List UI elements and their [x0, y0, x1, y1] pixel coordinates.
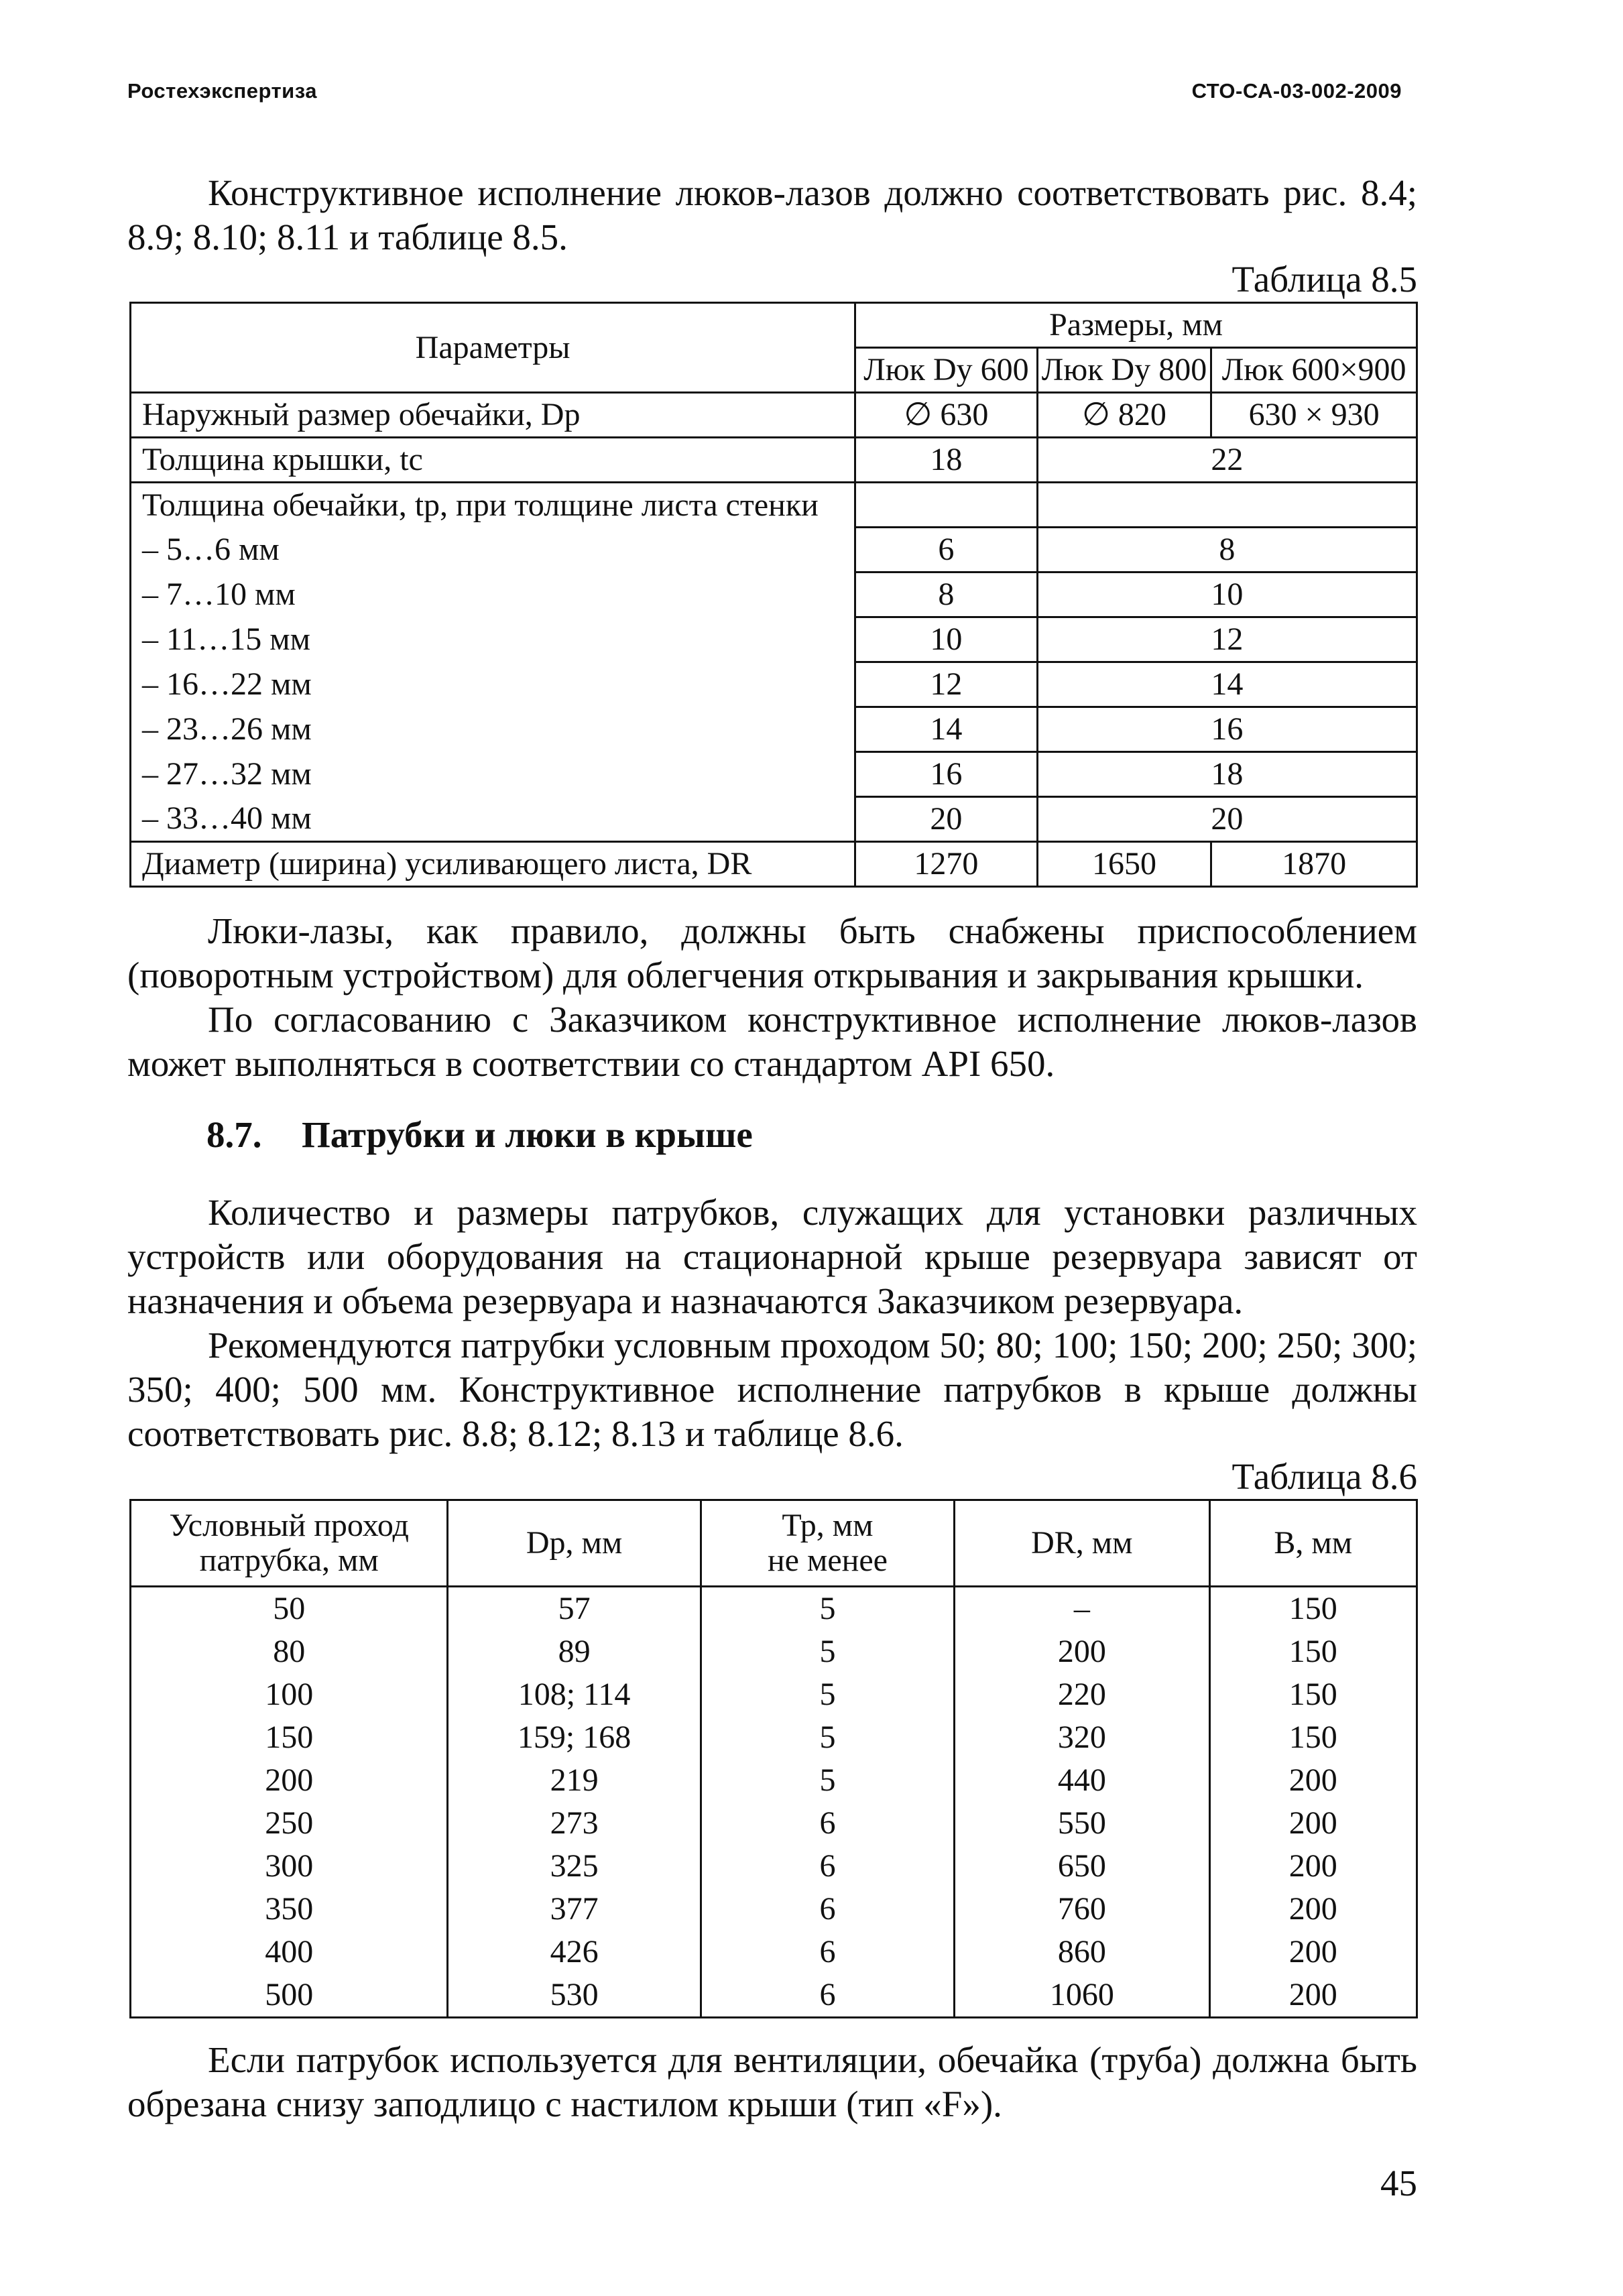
cell: 200: [1209, 1974, 1417, 2018]
cell: ∅ 630: [855, 393, 1038, 438]
cell: 200: [131, 1759, 448, 1802]
page-number: 45: [1380, 2163, 1417, 2203]
paragraph-nozzle-quantity: Количество и размеры патрубков, служащих для установки различных устройств или оборудования на стационарной крыше резервуара зависят от назначения и объема резервуара и назначаются Заказчиком резервуара.: [127, 1192, 1417, 1321]
paragraph-ventilation: Если патрубок используется для вентиляции, обечайка (труба) должна быть обрезана снизу заподлицо с настилом крыши (тип «F»).: [127, 2039, 1417, 2124]
cell: 320: [955, 1716, 1209, 1759]
cell: 8: [1037, 528, 1417, 572]
row-label: – 16…22 мм: [131, 662, 855, 707]
table-row: [131, 1673, 1417, 1716]
cell: 20: [855, 797, 1038, 842]
cell: 10: [1037, 572, 1417, 617]
cell: 6: [701, 1974, 954, 2018]
cell: 200: [1209, 1888, 1417, 1931]
cell: 6: [855, 528, 1038, 572]
cell: 300: [131, 1845, 448, 1888]
header-b: В, мм: [1209, 1500, 1417, 1587]
cell: 219: [448, 1759, 701, 1802]
table-row: [131, 1888, 1417, 1931]
cell: 5: [701, 1673, 954, 1716]
table-row: [131, 1587, 1417, 1631]
cell: 150: [131, 1716, 448, 1759]
cell: 150: [1209, 1716, 1417, 1759]
cell: 5: [701, 1587, 954, 1631]
row-label: – 5…6 мм: [131, 528, 855, 572]
header-nominal-bore: Условный проход патрубка, мм: [131, 1500, 448, 1587]
cell: 1650: [1037, 842, 1211, 887]
row-label: – 7…10 мм: [131, 572, 855, 617]
cell: 860: [955, 1931, 1209, 1974]
cell: 250: [131, 1802, 448, 1845]
cell: 150: [1209, 1587, 1417, 1631]
section-heading: [206, 1113, 753, 1157]
table-row: [131, 662, 1417, 707]
cell: 760: [955, 1888, 1209, 1931]
cell: 100: [131, 1673, 448, 1716]
table-row: [131, 1974, 1417, 2018]
header-sizes: Размеры, мм: [855, 303, 1417, 348]
cell: ∅ 820: [1037, 393, 1211, 438]
cell: 200: [1209, 1802, 1417, 1845]
cell: 1270: [855, 842, 1038, 887]
cell: 159; 168: [448, 1716, 701, 1759]
section-number: 8.7.: [206, 1114, 262, 1155]
table-row: [131, 438, 1417, 483]
cell: 200: [1209, 1845, 1417, 1888]
section-title: Патрубки и люки в крыше: [302, 1114, 753, 1155]
table-row: [131, 797, 1417, 842]
table-8-6: [129, 1499, 1418, 2018]
cell: 6: [701, 1845, 954, 1888]
paragraph-hatch-design: Конструктивное исполнение люков-лазов должно соответствовать рис. 8.4; 8.9; 8.10; 8.11 и таблице 8.5.: [127, 172, 1417, 257]
row-label: Толщина крышки, tс: [131, 438, 855, 483]
cell: 57: [448, 1587, 701, 1631]
header-hatch-600: Люк Dу 600: [855, 348, 1038, 393]
header-hatch-600x900: Люк 600×900: [1211, 348, 1417, 393]
cell: 14: [855, 707, 1038, 752]
header-dp: Dр, мм: [448, 1500, 701, 1587]
cell: 440: [955, 1759, 1209, 1802]
cell: 5: [701, 1630, 954, 1673]
cell: 6: [701, 1802, 954, 1845]
table-row: [131, 1759, 1417, 1802]
table-row: [131, 528, 1417, 572]
cell: 5: [701, 1759, 954, 1802]
header-hatch-800: Люк Dу 800: [1037, 348, 1211, 393]
cell: 200: [1209, 1759, 1417, 1802]
table-row: [131, 572, 1417, 617]
paragraph-hatch-rotation: Люки-лазы, как правило, должны быть снабжены приспособлением (поворотным устройством) для облегчения открывания и закрывания крышки.: [127, 910, 1417, 995]
header-tp: Тр, мм не менее: [701, 1500, 954, 1587]
cell: 16: [1037, 707, 1417, 752]
table-row: [131, 752, 1417, 797]
cell: 650: [955, 1845, 1209, 1888]
cell: 12: [1037, 617, 1417, 662]
cell: 14: [1037, 662, 1417, 707]
cell: 550: [955, 1802, 1209, 1845]
table-row: [131, 617, 1417, 662]
cell: 350: [131, 1888, 448, 1931]
cell: 12: [855, 662, 1038, 707]
row-label: – 11…15 мм: [131, 617, 855, 662]
cell: –: [955, 1587, 1209, 1631]
row-label: – 27…32 мм: [131, 752, 855, 797]
header-organization: Ростехэкспертиза: [127, 79, 317, 103]
cell: [1037, 483, 1417, 528]
paragraph-api-650: По согласованию с Заказчиком конструктивное исполнение люков-лазов может выполняться в соответствии со стандартом API 650.: [127, 999, 1417, 1084]
table-row: [131, 483, 1417, 528]
header-document-code: СТО-СА-03-002-2009: [1191, 79, 1402, 103]
table-row: [131, 1716, 1417, 1759]
table-row: [131, 707, 1417, 752]
cell: 400: [131, 1931, 448, 1974]
cell: 22: [1037, 438, 1417, 483]
cell: 10: [855, 617, 1038, 662]
cell: 150: [1209, 1673, 1417, 1716]
cell: 377: [448, 1888, 701, 1931]
cell: 50: [131, 1587, 448, 1631]
header-parameters: Параметры: [131, 303, 855, 393]
cell: 150: [1209, 1630, 1417, 1673]
cell: 108; 114: [448, 1673, 701, 1716]
cell: 16: [855, 752, 1038, 797]
table-row: [131, 1845, 1417, 1888]
table-row: [131, 1931, 1417, 1974]
table-row: [131, 1802, 1417, 1845]
table-8-5-caption: Таблица 8.5: [1231, 259, 1417, 300]
cell: 630 × 930: [1211, 393, 1417, 438]
cell: 5: [701, 1716, 954, 1759]
cell: 18: [1037, 752, 1417, 797]
cell: 6: [701, 1888, 954, 1931]
paragraph-nozzle-recommend: Рекомендуются патрубки условным проходом 50; 80; 100; 150; 200; 250; 300; 350; 400; 500 мм. Конструктивное исполнение патрубков в крыше должны соответствовать рис. 8.8; 8.12; 8.13 и таблице 8.6.: [127, 1325, 1417, 1454]
cell: 325: [448, 1845, 701, 1888]
cell: 500: [131, 1974, 448, 2018]
table-row: [131, 842, 1417, 887]
row-label: – 33…40 мм: [131, 797, 855, 842]
table-8-6-caption: Таблица 8.6: [1231, 1456, 1417, 1497]
row-label: – 23…26 мм: [131, 707, 855, 752]
cell: 80: [131, 1630, 448, 1673]
row-label: Диаметр (ширина) усиливающего листа, DR: [131, 842, 855, 887]
cell: 6: [701, 1931, 954, 1974]
cell: 8: [855, 572, 1038, 617]
row-label: Наружный размер обечайки, Dр: [131, 393, 855, 438]
cell: 530: [448, 1974, 701, 2018]
table-8-5: [129, 302, 1418, 888]
cell: 200: [1209, 1931, 1417, 1974]
table-row: [131, 1630, 1417, 1673]
header-dr: DR, мм: [955, 1500, 1209, 1587]
cell: 220: [955, 1673, 1209, 1716]
table-row: [131, 303, 1417, 348]
cell: 273: [448, 1802, 701, 1845]
cell: 18: [855, 438, 1038, 483]
cell: [855, 483, 1038, 528]
cell: 1870: [1211, 842, 1417, 887]
cell: 89: [448, 1630, 701, 1673]
cell: 20: [1037, 797, 1417, 842]
row-label: Толщина обечайки, tр, при толщине листа стенки: [131, 483, 855, 528]
table-header-row: [131, 1500, 1417, 1587]
cell: 426: [448, 1931, 701, 1974]
cell: 1060: [955, 1974, 1209, 2018]
cell: 200: [955, 1630, 1209, 1673]
table-row: [131, 393, 1417, 438]
